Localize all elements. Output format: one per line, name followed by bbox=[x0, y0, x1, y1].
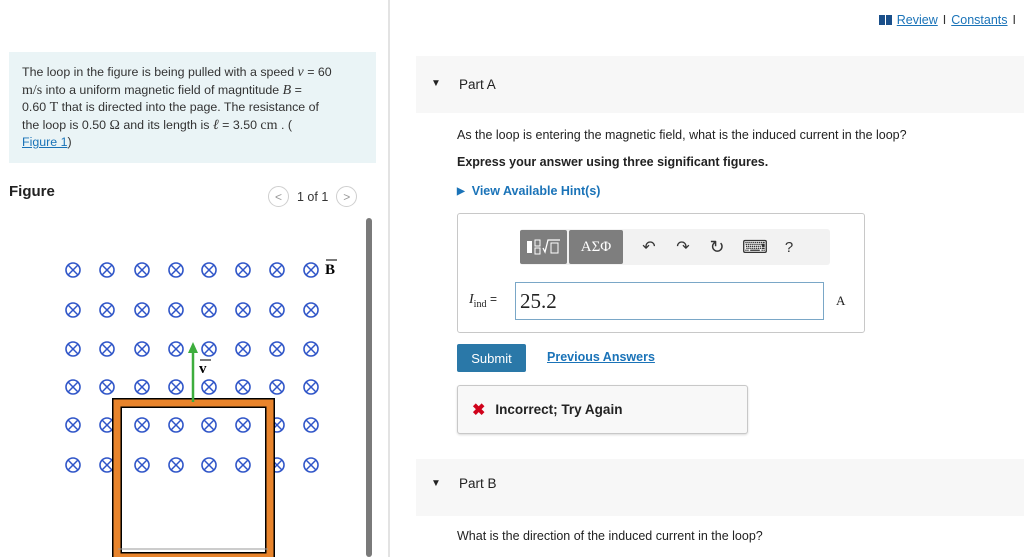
field-into-page-icon bbox=[135, 263, 149, 277]
expand-triangle-icon: ▶ bbox=[457, 185, 465, 197]
field-into-page-icon bbox=[169, 458, 183, 472]
field-into-page-icon bbox=[236, 458, 250, 472]
field-into-page-icon bbox=[66, 418, 80, 432]
field-value: 0.60 bbox=[22, 100, 47, 114]
field-into-page-icon bbox=[169, 418, 183, 432]
field-into-page-icon bbox=[236, 418, 250, 432]
field-into-page-icon bbox=[202, 342, 216, 356]
speed-unit: m/s bbox=[22, 82, 43, 98]
velocity-arrowhead bbox=[188, 342, 198, 353]
greek-letters-button[interactable]: ΑΣΦ bbox=[569, 230, 623, 264]
field-into-page-icon bbox=[169, 380, 183, 394]
figure-scrollbar[interactable] bbox=[366, 218, 372, 557]
equals-sign: = bbox=[489, 292, 497, 306]
variable-symbol: I bbox=[469, 292, 474, 307]
field-into-page-icon bbox=[202, 380, 216, 394]
hint-label: View Available Hint(s) bbox=[471, 184, 601, 198]
problem-text: into a uniform magnetic field of magntitude bbox=[42, 82, 283, 97]
field-into-page-icon bbox=[236, 380, 250, 394]
field-into-page-icon bbox=[135, 303, 149, 317]
help-icon[interactable]: ? bbox=[784, 238, 794, 256]
length-unit: cm bbox=[260, 117, 278, 133]
next-figure-button[interactable]: > bbox=[336, 186, 357, 207]
figure-pager bbox=[268, 186, 357, 207]
field-into-page-icon bbox=[270, 303, 284, 317]
field-into-page-icon bbox=[169, 303, 183, 317]
field-into-page-icon bbox=[100, 418, 114, 432]
field-into-page-icon bbox=[66, 303, 80, 317]
feedback-box bbox=[457, 385, 748, 434]
figure-page-count: 1 of 1 bbox=[297, 189, 329, 204]
field-unit: T bbox=[49, 100, 59, 115]
field-into-page-icon bbox=[270, 263, 284, 277]
templates-button[interactable] bbox=[520, 230, 567, 264]
feedback-text: Incorrect; Try Again bbox=[495, 402, 623, 417]
field-into-page-icon bbox=[66, 342, 80, 356]
problem-text: = 3.50 bbox=[218, 117, 261, 132]
undo-icon[interactable]: ↶ bbox=[642, 239, 656, 256]
view-hints-link[interactable] bbox=[457, 184, 600, 198]
problem-text: The loop in the figure is being pulled with a speed bbox=[22, 65, 298, 79]
field-into-page-icon bbox=[270, 342, 284, 356]
problem-text: that is directed into the page. The resistance of bbox=[58, 100, 319, 114]
speed-symbol: v bbox=[297, 65, 304, 80]
field-into-page-icon bbox=[236, 263, 250, 277]
field-into-page-icon bbox=[304, 380, 318, 394]
link-separator: I bbox=[942, 13, 947, 27]
problem-statement bbox=[9, 52, 376, 163]
variable-label bbox=[469, 292, 497, 310]
field-into-page-icon bbox=[135, 458, 149, 472]
field-into-page-icon bbox=[304, 303, 318, 317]
part-a-question: As the loop is entering the magnetic field, what is the induced current in the loop? bbox=[457, 128, 907, 142]
part-a-header[interactable] bbox=[416, 56, 1024, 113]
top-links bbox=[879, 13, 1016, 27]
field-into-page-icon bbox=[100, 342, 114, 356]
field-into-page-icon bbox=[304, 263, 318, 277]
problem-text: = 60 bbox=[303, 65, 332, 79]
problem-text: ) bbox=[67, 135, 72, 149]
field-into-page-icon bbox=[169, 263, 183, 277]
field-into-page-icon bbox=[236, 303, 250, 317]
variable-subscript: ind bbox=[473, 298, 487, 310]
answer-unit: A bbox=[836, 293, 846, 308]
review-link[interactable]: Review bbox=[896, 13, 938, 27]
answer-box bbox=[457, 213, 865, 333]
field-into-page-icon bbox=[135, 418, 149, 432]
incorrect-icon: ✖ bbox=[472, 401, 486, 419]
field-label: B bbox=[325, 262, 336, 278]
constants-link[interactable]: Constants bbox=[951, 13, 1008, 27]
field-into-page-icon bbox=[100, 380, 114, 394]
part-b-label: Part B bbox=[459, 476, 497, 491]
field-into-page-icon bbox=[100, 303, 114, 317]
loop-figure bbox=[0, 218, 362, 557]
figure-link[interactable]: Figure 1 bbox=[22, 135, 68, 149]
field-into-page-icon bbox=[100, 263, 114, 277]
field-into-page-icon bbox=[202, 263, 216, 277]
field-into-page-icon bbox=[270, 380, 284, 394]
field-into-page-icon bbox=[66, 380, 80, 394]
problem-text: . ( bbox=[277, 117, 292, 132]
collapse-triangle-icon: ▼ bbox=[431, 78, 441, 89]
problem-text: = bbox=[291, 82, 302, 97]
link-separator: I bbox=[1012, 13, 1016, 27]
field-into-page-icon bbox=[66, 458, 80, 472]
keyboard-icon[interactable]: ⌨ bbox=[742, 236, 768, 257]
previous-answers-link[interactable]: Previous Answers bbox=[547, 350, 655, 364]
templates-icon bbox=[524, 236, 564, 258]
panel-divider bbox=[388, 0, 390, 557]
field-into-page-icon bbox=[304, 458, 318, 472]
collapse-triangle-icon: ▼ bbox=[431, 478, 441, 489]
book-icon bbox=[879, 15, 892, 25]
math-toolbar bbox=[520, 229, 830, 265]
field-into-page-icon bbox=[304, 418, 318, 432]
part-a-label: Part A bbox=[459, 77, 496, 92]
field-symbol: B bbox=[282, 82, 292, 98]
part-a-instruction: Express your answer using three significant figures. bbox=[457, 155, 769, 169]
submit-button[interactable]: Submit bbox=[457, 344, 526, 372]
field-into-page-icon bbox=[66, 263, 80, 277]
field-into-page-icon bbox=[202, 303, 216, 317]
ohm-symbol: Ω bbox=[109, 117, 120, 133]
field-into-page-icon bbox=[100, 458, 114, 472]
length-symbol: ℓ bbox=[212, 117, 219, 133]
part-b-question: What is the direction of the induced current in the loop? bbox=[457, 529, 763, 543]
field-into-page-icon bbox=[135, 380, 149, 394]
redo-icon[interactable]: ↷ bbox=[676, 239, 690, 256]
velocity-label: v bbox=[199, 361, 207, 377]
problem-text: the loop is 0.50 bbox=[22, 117, 110, 132]
field-into-page-icon bbox=[169, 342, 183, 356]
field-into-page-icon bbox=[202, 418, 216, 432]
field-into-page-icon bbox=[135, 342, 149, 356]
problem-text: and its length is bbox=[119, 117, 213, 132]
part-b-header[interactable] bbox=[416, 459, 1024, 516]
reset-icon[interactable]: ↻ bbox=[709, 236, 725, 257]
field-into-page-icon bbox=[202, 458, 216, 472]
answer-input[interactable]: 25.2 bbox=[515, 282, 824, 320]
figure-title: Figure bbox=[9, 183, 55, 200]
field-into-page-icon bbox=[236, 342, 250, 356]
field-into-page-icon bbox=[304, 342, 318, 356]
prev-figure-button[interactable]: < bbox=[268, 186, 289, 207]
